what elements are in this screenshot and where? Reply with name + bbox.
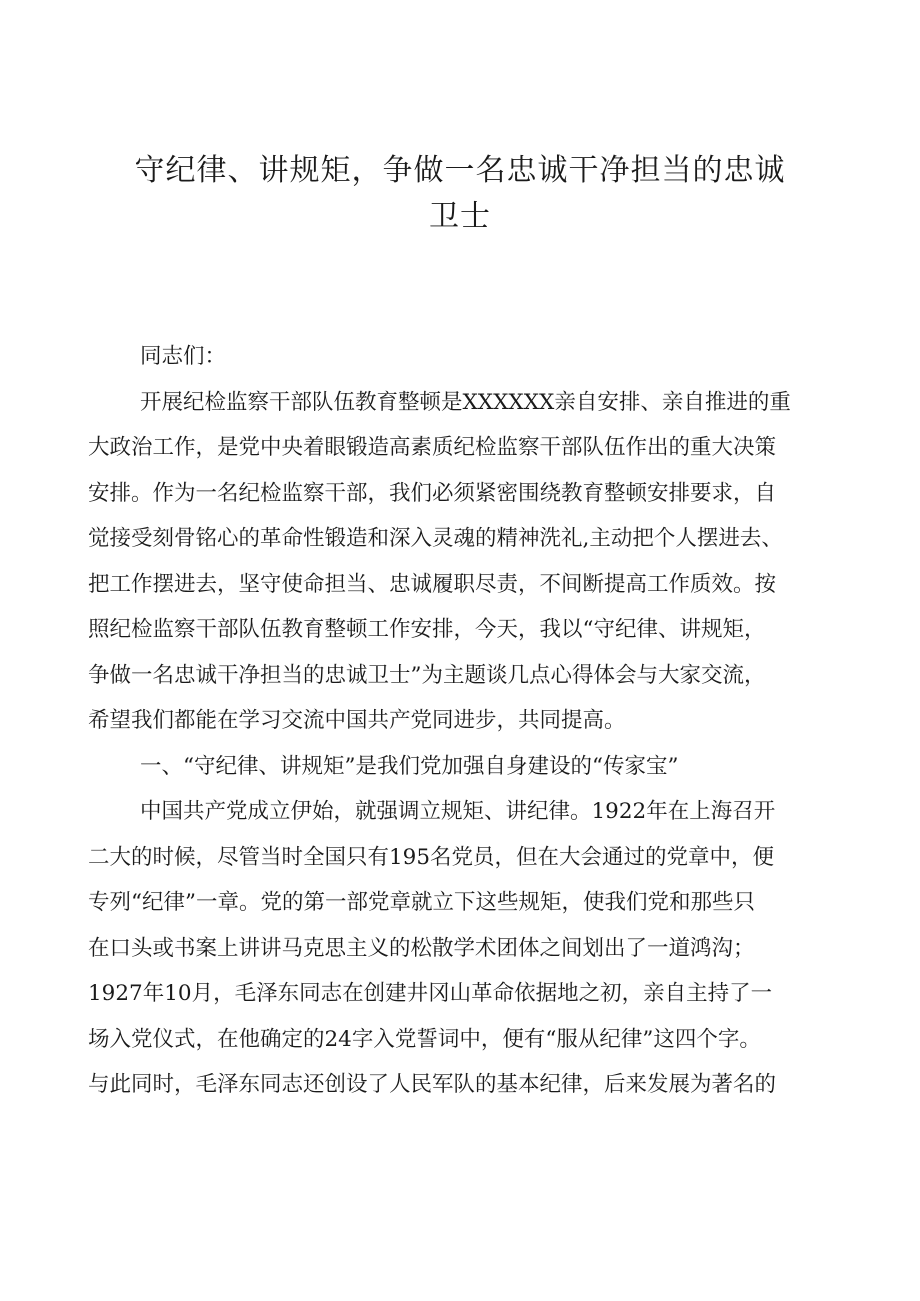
document-title — [86, 148, 834, 240]
section-heading-1: 一、“守纪律、讲规矩”是我们党加强自身建设的“传家宝” — [140, 753, 679, 779]
paragraph-1-line: 把工作摆进去，坚守使命担当、忠诚履职尽责，不间断提高工作质效。按 — [88, 571, 777, 597]
paragraph-1-line: 争做一名忠诚干净担当的忠诚卫士”为主题谈几点心得体会与大家交流， — [88, 662, 766, 688]
title-line-2: 卫士 — [429, 199, 491, 234]
paragraph-1-line: 照纪检监察干部队伍教育整顿工作安排，今天，我以“守纪律、讲规矩， — [88, 617, 766, 642]
paragraph-1-line: 安排。作为一名纪检监察干部，我们必须紧密围绕教育整顿安排要求，自 — [88, 480, 777, 506]
salutation: 同志们： — [140, 344, 227, 369]
paragraph-1-line: 觉接受刻骨铭心的革命性锻造和深入灵魂的精神洗礼,主动把个人摆进去、 — [88, 526, 783, 551]
paragraph-2-line: 与此同时，毛泽东同志还创设了人民军队的基本纪律，后来发展为著名的 — [88, 1072, 777, 1097]
paragraph-2-line: 在口头或书案上讲讲马克思主义的松散学术团体之间划出了一道鸿沟； — [88, 935, 755, 961]
paragraph-1-line: 开展纪检监察干部队伍教育整顿是XXXXXX亲自安排、亲自推进的重 — [140, 389, 791, 415]
paragraph-1-line: 希望我们都能在学习交流中国共产党同进步，共同提高。 — [88, 708, 626, 733]
title-line-1: 守纪律、讲规矩，争做一名忠诚干净担当的忠诚 — [134, 153, 786, 188]
paragraph-2-line: 二大的时候，尽管当时全国只有195名党员，但在大会通过的党章中，便 — [88, 844, 775, 870]
paragraph-1-line: 大政治工作，是党中央着眼锻造高素质纪检监察干部队伍作出的重大决策 — [88, 435, 777, 460]
paragraph-2-line: 1927年10月，毛泽东同志在创建井冈山革命依据地之初，亲自主持了一 — [88, 981, 773, 1006]
paragraph-2-line: 专列“纪律”一章。党的第一部党章就立下这些规矩，使我们党和那些只 — [88, 890, 755, 915]
document-body — [88, 334, 833, 1108]
paragraph-2-line: 场入党仪式，在他确定的24字入党誓词中，便有“服从纪律”这四个字。 — [88, 1026, 761, 1052]
paragraph-2-line: 中国共产党成立伊始，就强调立规矩、讲纪律。1922年在上海召开 — [140, 799, 776, 824]
